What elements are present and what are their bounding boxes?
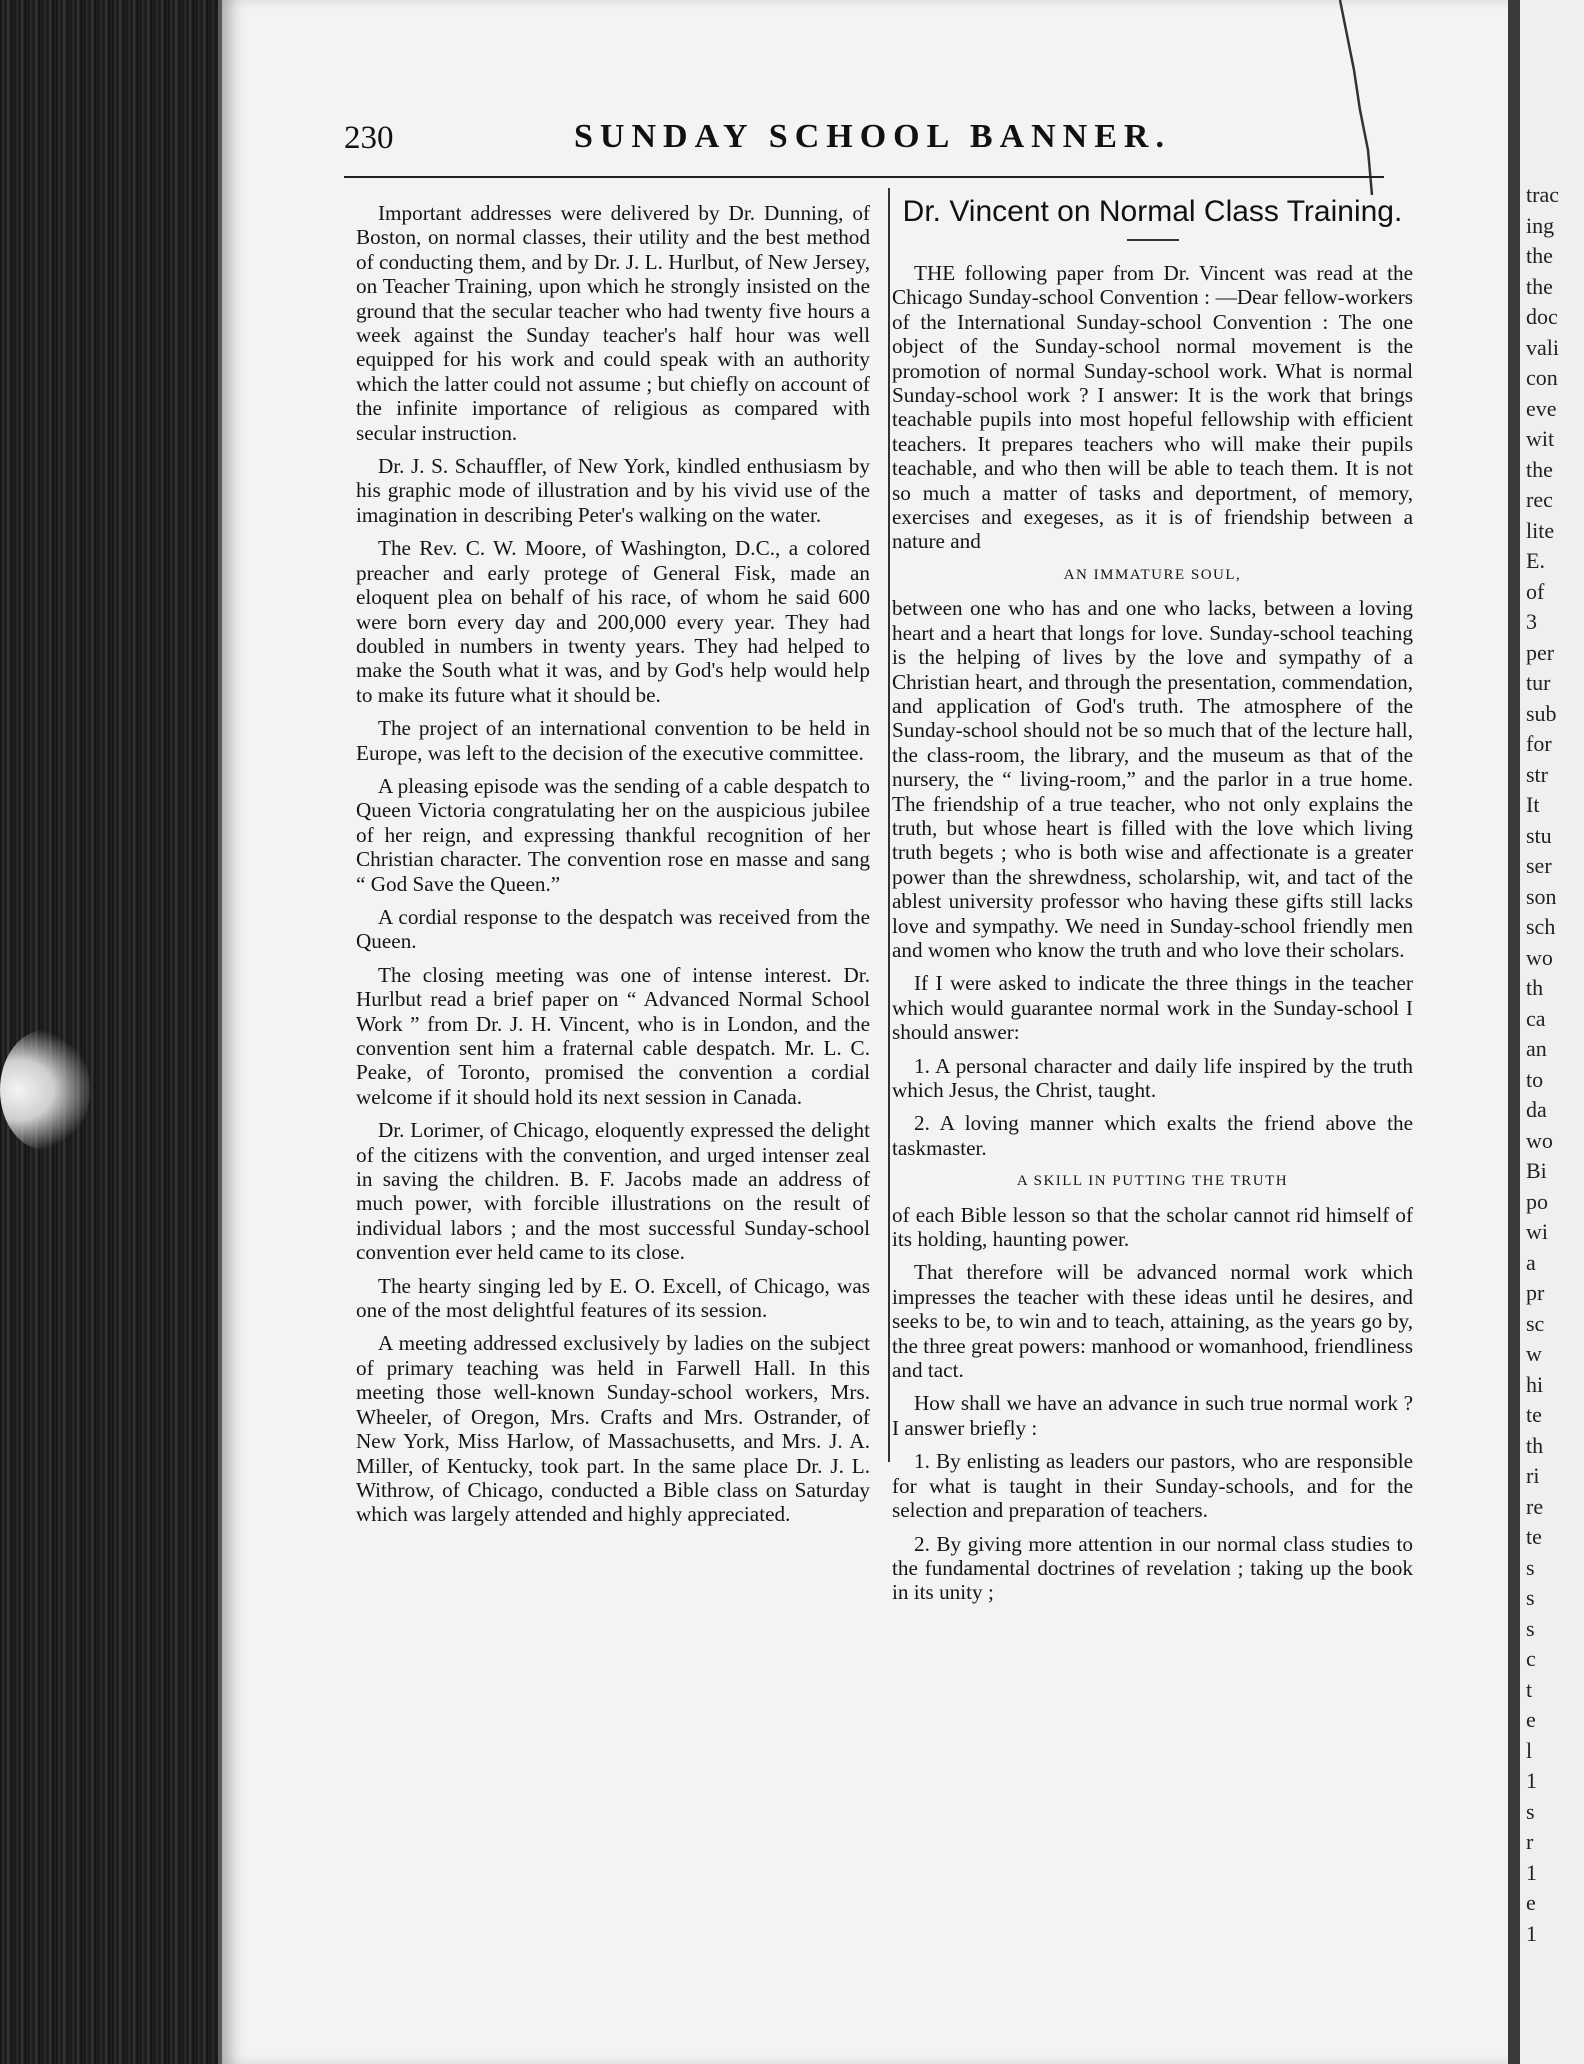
- article-paragraph: 1. A personal character and daily life inspired by the truth which Jesus, the Christ, taught.: [892, 1053, 1413, 1102]
- next-page-fragment: sub: [1526, 700, 1557, 726]
- paragraph: The Rev. C. W. Moore, of Washington, D.C., a colored preacher and early protege of General Fisk, made an eloquent plea on behalf of his race, of whom he said 600 were born every day and 200,000 every year. They had doubled in numbers in twenty years. They had helped to make the South what it was, and by God's help would help to make its future what it should be.: [356, 536, 870, 707]
- next-page-fragment: son: [1526, 883, 1557, 909]
- next-page-fragment: E.: [1526, 548, 1545, 573]
- next-page-fragment: sc: [1526, 1310, 1545, 1336]
- next-page-fragment: da: [1526, 1097, 1547, 1122]
- next-page-fragment: rec: [1526, 487, 1553, 512]
- paragraph: A meeting addressed exclusively by ladies on the subject of primary teaching was held in Farwell Hall. In this meeting those well-known Sunday-school workers, Mrs. Wheeler, of Oregon, Mrs. Crafts and Mrs. Ostrander, of New York, Miss Harlow, of Massachusetts, and Mrs. J. A. Miller, of Kentucky, took part. In the same place Dr. J. L. Withrow, of Chicago, conducted a Bible class on Saturday which was largely attended and highly appreciated.: [356, 1331, 870, 1527]
- article-subheading: A SKILL IN PUTTING THE TRUTH: [1016, 1173, 1289, 1190]
- page-number: 230: [344, 120, 394, 156]
- next-page-fragment: wit: [1526, 426, 1555, 451]
- paragraph: A pleasing episode was the sending of a cable despatch to Queen Victoria congratulating her on the auspicious jubilee of her reign, and expressing thankful recognition of her Christian character. The convention rose en masse and sang “ God Save the Queen.”: [356, 773, 870, 896]
- next-page-fragment: s: [1526, 1615, 1535, 1641]
- article-paragraph: THE following paper from Dr. Vincent was read at the Chicago Sunday-school Convention : —Dear fellow-workers of the International Sunday-school Convention : The one object of the Sunday-school normal movement is the promotion of normal Sunday-school work. What is normal Sunday-school work ? I answer: It is the work that brings teachable pupils into most hopeful fellowship with efficient teachers. It prepares teachers who will make their pupils teachable, and who then will be able to teach them. It is not so much a matter of tasks and deportment, of memory, exercises and exegeses, as it is of friendship between a nature and: [892, 261, 1413, 554]
- next-page-fragment: c: [1526, 1646, 1536, 1671]
- next-page-fragment: the: [1526, 273, 1553, 299]
- next-page-fragment: ing: [1526, 212, 1555, 238]
- next-page-fragment: 1: [1526, 1920, 1537, 1946]
- article-paragraph: between one who has and one who lacks, between a loving heart and a heart that longs for love. Sunday-school teaching is the helping of lives by the love and sympathy of a Christian heart, and through the presentation, commendation, and application of God's truth. The atmosphere of the Sunday-school should not be so much that of the lecture hall, the class-room, the library, and the museum as that of the nursery, the “ living-room,” and the parlor in a true home. The friendship of a true teacher, who not only explains the truth, but whose heart is filled with the love which living truth begets ; who is both wise and affectionate is a greater power than the shrewdness, scholarship, wit, and tact of the ablest university professor who having these gifts still lacks love and sympathy. We need in Sunday-school friendly men and women who know the truth and who love their scholars.: [892, 596, 1413, 962]
- title-rule: [1127, 239, 1179, 241]
- next-page-fragment: to: [1526, 1066, 1544, 1092]
- paragraph: The project of an international convention to be held in Europe, was left to the decision of the executive committee.: [356, 716, 870, 765]
- next-page-fragment: for: [1526, 731, 1552, 756]
- article-paragraph: of each Bible lesson so that the scholar cannot rid himself of its holding, haunting power.: [892, 1202, 1413, 1252]
- paragraph: The closing meeting was one of intense interest. Dr. Hurlbut read a brief paper on “ Advanced Normal School Work ” from Dr. J. H. Vincent, who is in London, and the convention sent him a fraternal cable despatch. Mr. L. C. Peake, of Toronto, promised the convention a cordial welcome if it should hold its next session in Canada.: [356, 962, 870, 1109]
- running-title: SUNDAY SCHOOL BANNER.: [574, 118, 1171, 155]
- next-page-fragment: th: [1526, 1432, 1544, 1458]
- next-page-fragment: e: [1526, 1890, 1536, 1915]
- next-page-fragment: eve: [1526, 395, 1557, 421]
- next-page-fragment: wo: [1526, 1127, 1553, 1153]
- next-page-fragment: the: [1526, 243, 1553, 268]
- next-page-fragment: po: [1526, 1188, 1548, 1214]
- next-page-fragment: of: [1526, 578, 1545, 604]
- next-page-fragment: sch: [1526, 914, 1556, 939]
- article-paragraph: If I were asked to indicate the three things in the teacher which would guarantee normal work in the Sunday-school I should answer:: [892, 971, 1413, 1045]
- next-page-fragment: ca: [1526, 1005, 1546, 1031]
- next-page-fragment: doc: [1526, 304, 1558, 329]
- header-rule: [344, 176, 1384, 178]
- next-page-fragment: 1: [1526, 1768, 1537, 1793]
- paragraph: Dr. J. S. Schauffler, of New York, kindled enthusiasm by his graphic mode of illustration and by his vivid use of the imagination in describing Peter's walking on the water.: [356, 454, 870, 527]
- page-gutter: [1508, 0, 1520, 2064]
- article-paragraph: 1. By enlisting as leaders our pastors, who are responsible for what is taught in their Sunday-schools, and for the selection and preparation of teachers.: [892, 1449, 1413, 1523]
- next-page-fragment: an: [1526, 1036, 1547, 1061]
- next-page-fragment: te: [1526, 1402, 1542, 1427]
- next-page-fragment: trac: [1526, 182, 1559, 207]
- next-page-fragment: wi: [1526, 1219, 1548, 1244]
- next-page-fragment: w: [1526, 1341, 1542, 1366]
- next-page-fragment: stu: [1526, 822, 1552, 848]
- page-header: [344, 120, 1386, 164]
- paragraph: The hearty singing led by E. O. Excell, of Chicago, was one of the most delightful features of its session.: [356, 1273, 870, 1323]
- next-page-fragment: e: [1526, 1707, 1536, 1732]
- next-page-fragment: re: [1526, 1493, 1544, 1519]
- next-page-fragment: hi: [1526, 1371, 1544, 1397]
- next-page-fragment: s: [1526, 1554, 1535, 1580]
- next-page-fragment: 1: [1526, 1859, 1537, 1885]
- next-page-fragment: ser: [1526, 853, 1552, 878]
- next-page-fragment: t: [1526, 1676, 1533, 1702]
- next-page-fragment: th: [1526, 975, 1544, 1000]
- next-page-fragment: 3: [1526, 609, 1537, 634]
- next-page-edge: [1520, 0, 1584, 2064]
- article-paragraph: 2. By giving more attention in our normal class studies to the fundamental doctrines of revelation ; taking up the book in its unity ;: [892, 1531, 1413, 1605]
- article-paragraph: How shall we have an advance in such true normal work ? I answer briefly :: [892, 1391, 1413, 1440]
- next-page-fragment: wo: [1526, 944, 1553, 970]
- column-divider: [888, 188, 890, 1462]
- next-page-fragment: r: [1526, 1829, 1534, 1854]
- next-page-fragment: lite: [1526, 517, 1555, 543]
- next-page-fragment: te: [1526, 1524, 1542, 1549]
- next-page-fragment: con: [1526, 365, 1558, 390]
- article-title: Dr. Vincent on Normal Class Training.: [902, 195, 1403, 228]
- next-page-fragment: Bi: [1526, 1158, 1547, 1183]
- binding-light-glare: [0, 1030, 90, 1150]
- next-page-fragment: It: [1526, 792, 1540, 817]
- page-tear-mark: [1338, 0, 1378, 200]
- next-page-fragment: s: [1526, 1585, 1535, 1610]
- next-page-fragment: l: [1526, 1737, 1533, 1763]
- next-page-fragment: pr: [1526, 1280, 1545, 1305]
- left-column: [356, 201, 870, 1536]
- article-paragraph: 2. A loving manner which exalts the friend above the taskmaster.: [892, 1111, 1413, 1160]
- article-subheading: AN IMMATURE SOUL,: [1063, 566, 1242, 583]
- paragraph: Important addresses were delivered by Dr. Dunning, of Boston, on normal classes, their utility and the best method of conducting them, and by Dr. J. L. Hurlbut, of New Jersey, on Teacher Training, upon which he strongly insisted on the ground that the secular teacher who had twenty five hours a week against the Sunday teacher's half hour was well equipped for his work and could speak with an authority which the latter could not assume ; but chiefly on account of the infinite importance of religious as compared with secular instruction.: [356, 201, 870, 445]
- next-page-fragment: vali: [1526, 334, 1559, 360]
- next-page-fragment: a: [1526, 1249, 1536, 1275]
- next-page-fragment: per: [1526, 639, 1555, 665]
- paragraph: A cordial response to the despatch was received from the Queen.: [356, 904, 870, 954]
- next-page-fragment: tur: [1526, 670, 1551, 695]
- next-page-fragment: str: [1526, 761, 1548, 787]
- paragraph: Dr. Lorimer, of Chicago, eloquently expressed the delight of the citizens with the convention, and urged intenser zeal in saving the children. B. F. Jacobs made an address of much power, with forcible illustrations on the result of individual labors ; and the most successful Sunday-school convention ever held came to its close.: [356, 1118, 870, 1265]
- next-page-fragment: ri: [1526, 1463, 1540, 1488]
- right-column: [892, 193, 1413, 1614]
- next-page-fragment: s: [1526, 1798, 1535, 1824]
- article-paragraph: That therefore will be advanced normal work which impresses the teacher with these ideas until he desires, and seeks to be, to win and to teach, attaining, as the years go by, the three great powers: manhood or womanhood, friendliness and tact.: [892, 1260, 1413, 1383]
- next-page-fragment: the: [1526, 456, 1553, 482]
